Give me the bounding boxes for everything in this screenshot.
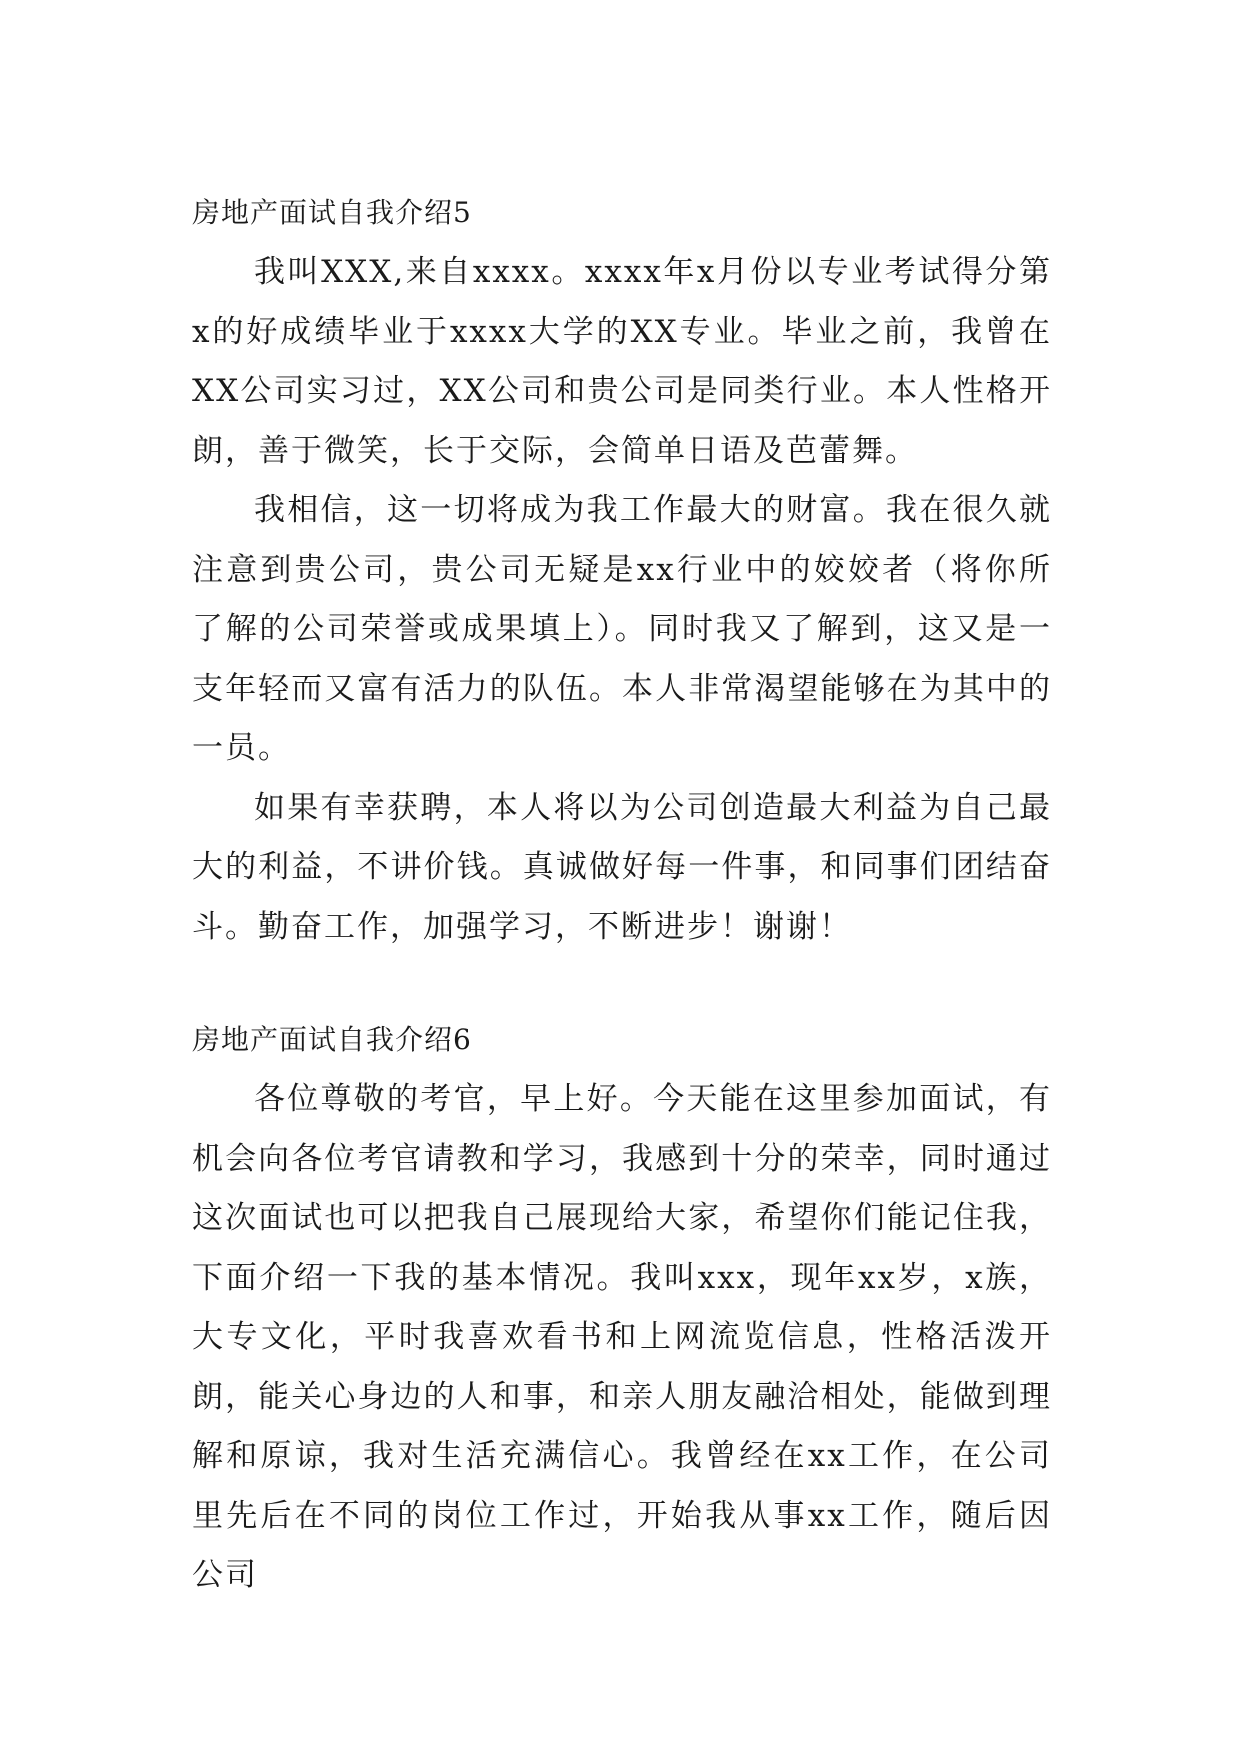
paragraph: 我相信，这一切将成为我工作最大的财富。我在很久就注意到贵公司，贵公司无疑是xx行业中的姣姣者（将你所了解的公司荣誉或成果填上）。同时我又了解到，这又是一支年轻而又富有活力的队伍。本人非常渴望能够在为其中的一员。 (192, 492, 1052, 766)
section-introduction-6 (192, 1010, 1052, 1606)
section-introduction-5 (192, 183, 1052, 957)
paragraph: 如果有幸获聘，本人将以为公司创造最大利益为自己最大的利益，不讲价钱。真诚做好每一件事，和同事们团结奋斗。勤奋工作，加强学习，不断进步！谢谢！ (192, 789, 1052, 945)
paragraph: 我叫XXX,来自xxxx。xxxx年x月份以专业考试得分第x的好成绩毕业于xxxx大学的XX专业。毕业之前，我曾在XX公司实习过，XX公司和贵公司是同类行业。本人性格开朗，善于微笑，长于交际，会简单日语及芭蕾舞。 (192, 254, 1052, 469)
section-title: 房地产面试自我介绍6 (192, 1023, 472, 1056)
paragraph: 各位尊敬的考官，早上好。今天能在这里参加面试，有机会向各位考官请教和学习，我感到十分的荣幸，同时通过这次面试也可以把我自己展现给大家，希望你们能记住我，下面介绍一下我的基本情况。我叫xxx，现年xx岁，x族，大专文化，平时我喜欢看书和上网流览信息，性格活泼开朗，能关心身边的人和事，和亲人朋友融洽相处，能做到理解和原谅，我对生活充满信心。我曾经在xx工作，在公司里先后在不同的岗位工作过，开始我从事xx工作，随后因公司 (192, 1081, 1052, 1593)
section-title: 房地产面试自我介绍5 (192, 196, 472, 229)
